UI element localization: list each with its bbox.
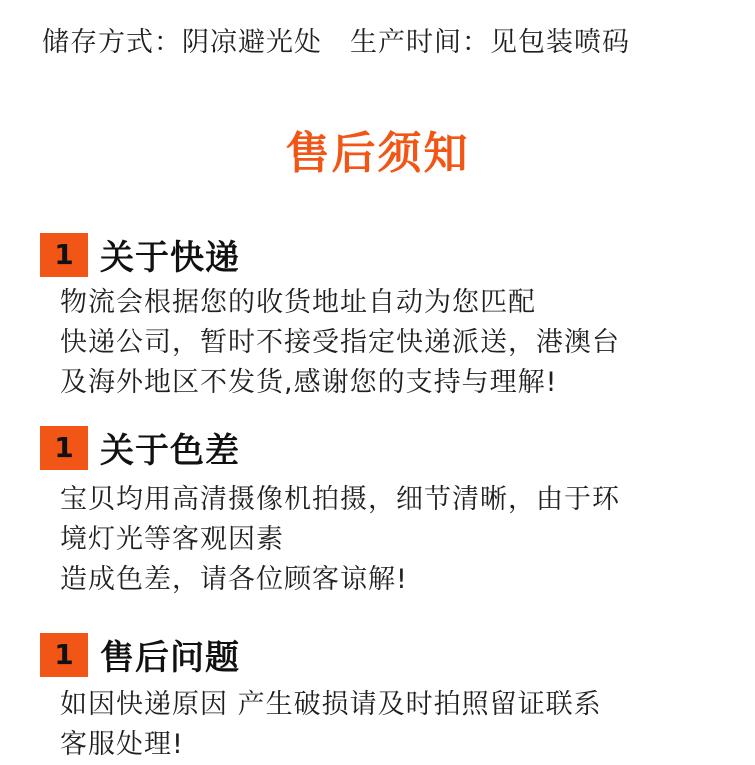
production-label: 生产时间： bbox=[350, 27, 490, 58]
section-line: 如因快递原因 产生破损请及时拍照留证联系 bbox=[60, 689, 602, 720]
section-number-badge: 1 bbox=[40, 233, 88, 277]
after-sales-heading: 售后须知 bbox=[285, 128, 470, 179]
section-body bbox=[40, 685, 730, 765]
product-info-line bbox=[42, 20, 630, 59]
section-line: 造成色差，请各位顾客谅解! bbox=[60, 564, 408, 595]
section-header bbox=[40, 632, 730, 677]
storage-label: 储存方式： bbox=[42, 27, 182, 58]
section-line: 客服处理! bbox=[60, 729, 184, 760]
section-header bbox=[40, 425, 730, 470]
section-line: 宝贝均用高清摄像机拍摄，细节清晰，由于环 bbox=[60, 484, 620, 515]
section-delivery bbox=[40, 232, 730, 403]
storage-value: 阴凉避光处 bbox=[182, 27, 322, 58]
section-header bbox=[40, 232, 730, 277]
production-value: 见包装喷码 bbox=[490, 27, 630, 58]
section-line: 快递公司，暂时不接受指定快递派送，港澳台 bbox=[60, 327, 620, 358]
section-body bbox=[40, 283, 730, 403]
cropped-top-text bbox=[40, 0, 730, 10]
section-title: 售后问题 bbox=[100, 638, 240, 678]
section-title: 关于快递 bbox=[100, 238, 240, 278]
section-color-difference bbox=[40, 425, 730, 600]
section-line: 境灯光等客观因素 bbox=[60, 524, 284, 555]
section-line: 及海外地区不发货,感谢您的支持与理解! bbox=[60, 367, 558, 398]
section-body bbox=[40, 480, 730, 600]
section-number-badge: 1 bbox=[40, 633, 88, 677]
section-title: 关于色差 bbox=[100, 431, 240, 471]
section-line: 物流会根据您的收货地址自动为您匹配 bbox=[60, 287, 536, 318]
section-after-sales-issues bbox=[40, 632, 730, 765]
section-number-badge: 1 bbox=[40, 426, 88, 470]
